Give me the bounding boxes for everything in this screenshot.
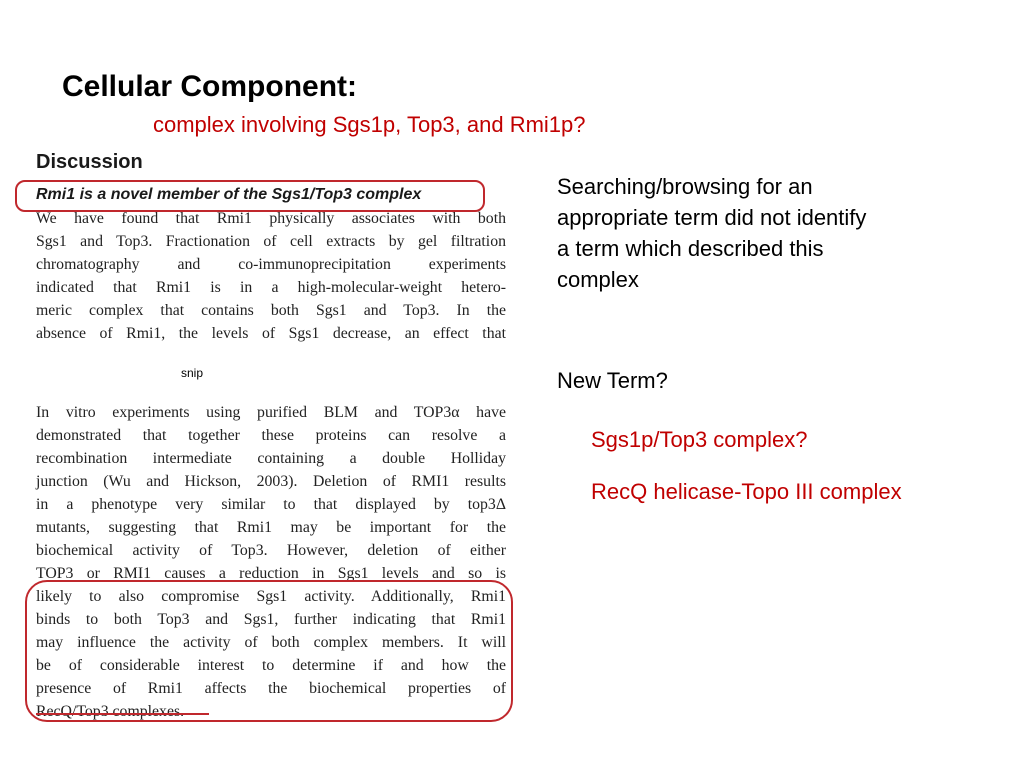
note-line: a term which described this bbox=[557, 236, 824, 261]
excerpt-line: absence of Rmi1, the levels of Sgs1 decrease, an effect that bbox=[36, 325, 506, 342]
discussion-heading: Discussion bbox=[36, 151, 143, 173]
excerpt-line: We have found that Rmi1 physically associates with both bbox=[36, 210, 506, 227]
search-note bbox=[557, 171, 937, 295]
snip-label: snip bbox=[181, 366, 204, 380]
excerpt-line: biochemical activity of Top3. However, deletion of either bbox=[36, 542, 506, 559]
excerpt-paragraph-1 bbox=[36, 207, 506, 345]
excerpt-line: binds to both Top3 and Sgs1, further indicating that Rmi1 bbox=[36, 611, 506, 628]
excerpt-line: demonstrated that together these proteins can resolve a bbox=[36, 427, 506, 444]
note-line: appropriate term did not identify bbox=[557, 205, 867, 230]
highlight-underline bbox=[36, 713, 209, 715]
excerpt-line: be of considerable interest to determine if and how the bbox=[36, 657, 506, 674]
excerpt-line: meric complex that contains both Sgs1 and Top3. In the bbox=[36, 302, 506, 319]
excerpt-line: may influence the activity of both complex members. It will bbox=[36, 634, 506, 651]
excerpt-line: Sgs1 and Top3. Fractionation of cell extracts by gel filtration bbox=[36, 233, 506, 250]
excerpt-line: In vitro experiments using purified BLM and TOP3α have bbox=[36, 404, 506, 421]
proposed-term-1: Sgs1p/Top3 complex? bbox=[591, 427, 808, 452]
excerpt-line: RecQ/Top3 complexes. bbox=[36, 703, 185, 720]
proposed-term-2: RecQ helicase-Topo III complex bbox=[591, 479, 902, 504]
note-line: complex bbox=[557, 267, 639, 292]
excerpt-line: in a phenotype very similar to that displayed by top3Δ bbox=[36, 496, 506, 513]
excerpt-line: indicated that Rmi1 is in a high-molecular-weight hetero- bbox=[36, 279, 506, 296]
excerpt-line: recombination intermediate containing a double Holliday bbox=[36, 450, 506, 467]
new-term-label: New Term? bbox=[557, 368, 668, 393]
excerpt-line: junction (Wu and Hickson, 2003). Deletion of RMI1 results bbox=[36, 473, 506, 490]
slide-title: Cellular Component: bbox=[62, 70, 358, 103]
highlight-box-paragraph bbox=[25, 580, 513, 722]
excerpt-line: mutants, suggesting that Rmi1 may be important for the bbox=[36, 519, 506, 536]
excerpt-line: TOP3 or RMI1 causes a reduction in Sgs1 levels and so is bbox=[36, 565, 506, 582]
excerpt-line: likely to also compromise Sgs1 activity. Additionally, Rmi1 bbox=[36, 588, 506, 605]
slide-subtitle: complex involving Sgs1p, Top3, and Rmi1p? bbox=[153, 112, 586, 137]
note-line: Searching/browsing for an bbox=[557, 174, 813, 199]
excerpt-line: chromatography and co-immunoprecipitation experiments bbox=[36, 256, 506, 273]
highlight-box-subheading bbox=[15, 180, 485, 212]
discussion-subheading: Rmi1 is a novel member of the Sgs1/Top3 complex bbox=[36, 186, 422, 203]
excerpt-line: presence of Rmi1 affects the biochemical properties of bbox=[36, 680, 506, 697]
